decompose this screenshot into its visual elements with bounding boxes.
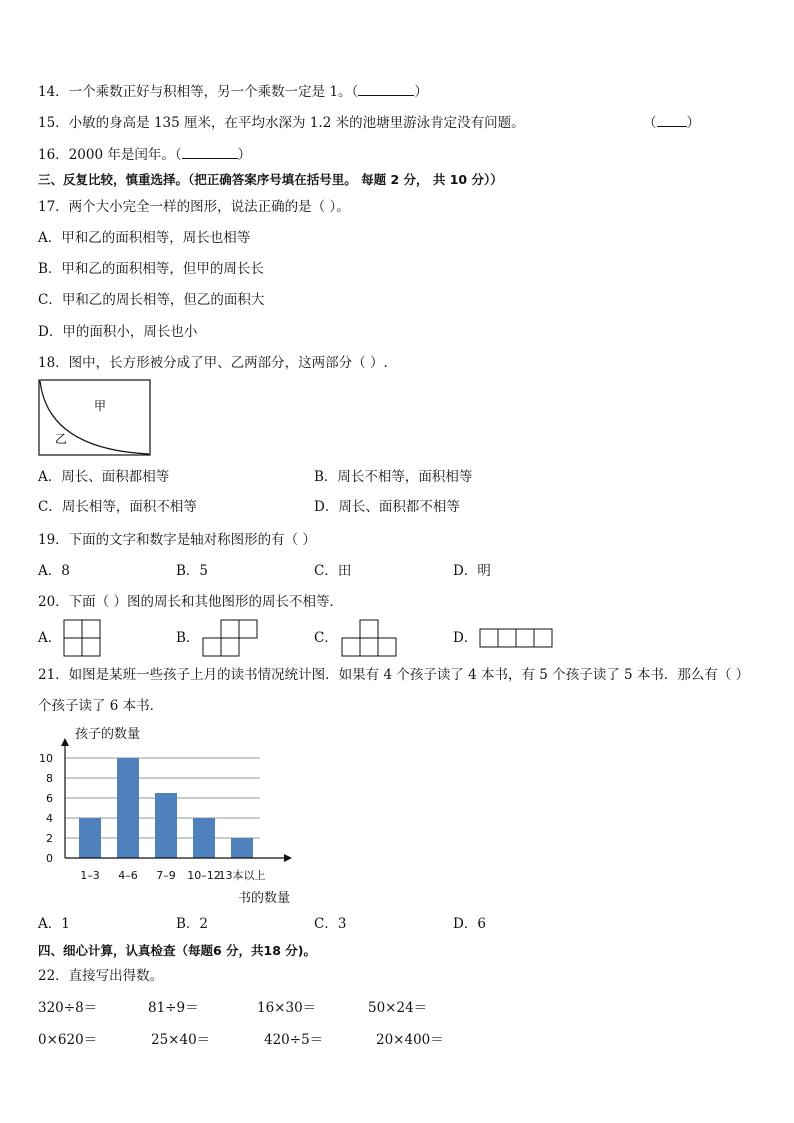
option-c[interactable]: C．周长相等，面积不相等 [38,499,197,515]
x-tick-label: 10–12 [187,869,221,882]
question-22-stem: 22．直接写出得数。 [38,968,164,984]
bar [117,758,139,858]
shape-b-figure [202,619,260,659]
calc-item: 16×30＝ [257,1000,317,1016]
question-15: 15．小敏的身高是 135 厘米，在平均水深为 1.2 米的池塘里游泳肯定没有问题。 [38,115,525,131]
calc-item: 25×40＝ [151,1032,211,1048]
question-15-answer: （ ） [643,115,700,131]
x-axis-arrow [284,854,292,862]
option-b[interactable]: B． [176,630,200,646]
y-tick-label: 2 [46,832,53,845]
question-18-stem: 18．图中，长方形被分成了甲、乙两部分，这两部分（ ）. [38,355,388,371]
calc-item: 81÷9＝ [148,1000,199,1016]
option-c[interactable]: C．3 [314,916,347,932]
question-16: 16．2000 年是闰年。（ ） [38,147,252,163]
question-20-stem: 20．下面（ ）图的周长和其他图形的周长不相等． [38,594,343,610]
y-tick-label: 10 [39,752,53,765]
shape-c-figure [341,619,399,659]
x-tick-label: 4–6 [118,869,138,882]
rectangle-figure [38,379,152,457]
y-tick-label: 6 [46,792,53,805]
shape-d-figure [479,628,555,650]
option-d[interactable]: D． [453,630,478,646]
option-a[interactable]: A．1 [38,916,70,932]
shape-a-figure [63,619,103,659]
question-19-stem: 19．下面的文字和数字是轴对称图形的有（ ） [38,532,316,548]
option-c[interactable]: C． [314,630,338,646]
option-c[interactable]: C．甲和乙的周长相等，但乙的面积大 [38,292,265,308]
question-17-stem: 17．两个大小完全一样的图形，说法正确的是（ ）。 [38,199,350,215]
option-b[interactable]: B．5 [176,563,209,579]
section-4-title: 四、细心计算，认真检查（每题6 分，共18 分)。 [38,943,317,958]
y-axis-label: 孩子的数量 [75,727,141,742]
y-tick-label: 4 [46,812,53,825]
question-21-stem-line2: 个孩子读了 6 本书． [38,698,164,714]
calc-item: 20×400＝ [376,1032,444,1048]
calc-item: 420÷5＝ [264,1032,324,1048]
calc-item: 320÷8＝ [38,1000,98,1016]
option-d[interactable]: D．周长、面积都不相等 [314,499,460,515]
y-tick-label: 0 [46,852,53,865]
bar [231,838,253,858]
answer-blank[interactable] [657,114,687,127]
option-b[interactable]: B．甲和乙的面积相等，但甲的周长长 [38,261,264,277]
option-d[interactable]: D．明 [453,563,491,579]
x-tick-label: 1–3 [80,869,100,882]
option-b[interactable]: B．周长不相等，面积相等 [314,469,473,485]
y-axis-arrow [61,738,69,746]
option-d[interactable]: D．6 [453,916,486,932]
section-3-title: 三、反复比较，慎重选择。（把正确答案序号填在括号里。 每题 2 分， 共 10 分）） [38,172,503,187]
bar [79,818,101,858]
x-tick-label: 13本以上 [218,869,266,882]
x-tick-label: 7–9 [156,869,176,882]
calc-item: 50×24＝ [368,1000,428,1016]
option-d[interactable]: D．甲的面积小，周长也小 [38,324,198,340]
option-a[interactable]: A．8 [38,563,70,579]
option-b[interactable]: B．2 [176,916,209,932]
bar [155,793,177,858]
question-14: 14．一个乘数正好与积相等，另一个乘数一定是 1。（ ） [38,84,428,100]
reading-bar-chart [30,718,330,910]
y-tick-label: 8 [46,772,53,785]
calc-item: 0×620＝ [38,1032,98,1048]
label-yi: 乙 [55,432,68,446]
answer-blank[interactable] [358,83,414,96]
bar [193,818,215,858]
answer-blank[interactable] [182,146,238,159]
x-axis-label: 书的数量 [238,891,291,906]
option-a[interactable]: A．甲和乙的面积相等，周长也相等 [38,230,251,246]
option-a[interactable]: A．周长、面积都相等 [38,469,170,485]
option-c[interactable]: C．田 [314,563,352,579]
label-jia: 甲 [94,399,107,413]
option-a[interactable]: A． [38,630,62,646]
question-21-stem-line1: 21．如图是某班一些孩子上月的读书情况统计图．如果有 4 个孩子读了 4 本书，有 5 个孩子读了 5 本书．那么有（ ） [38,667,750,683]
